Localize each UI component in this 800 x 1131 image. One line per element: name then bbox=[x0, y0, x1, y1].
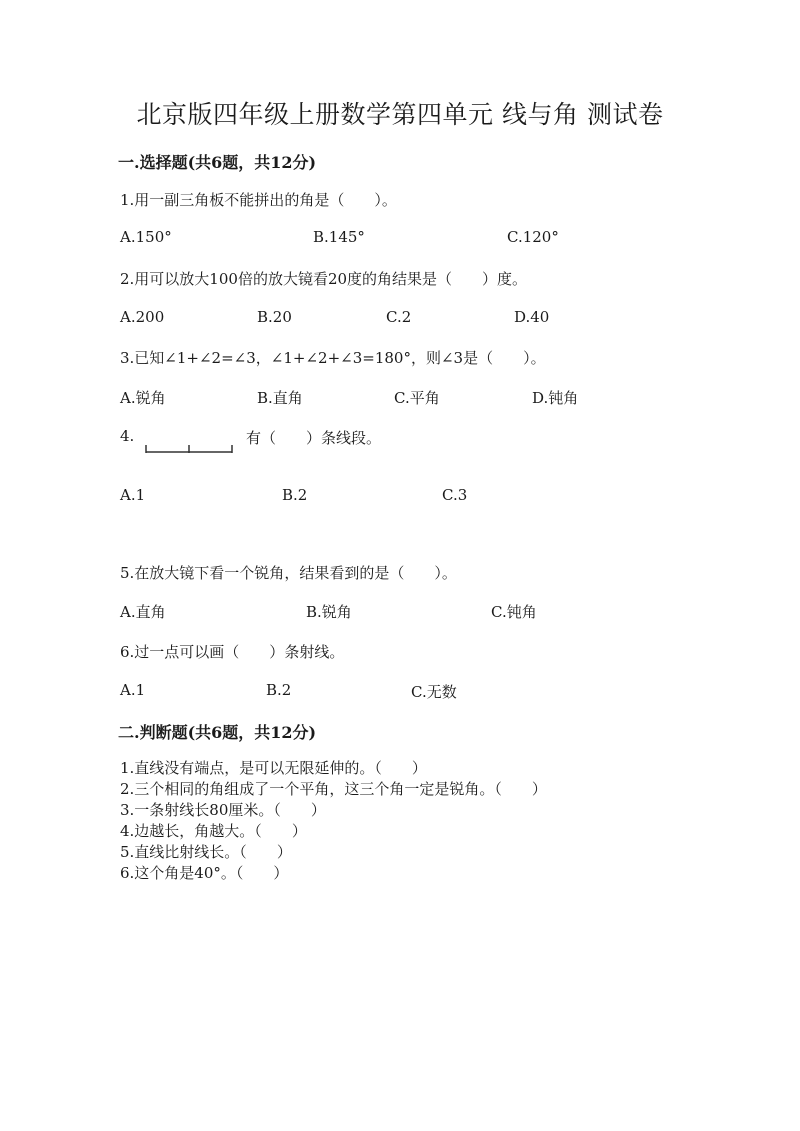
option-b[interactable]: B.直角 bbox=[257, 389, 303, 407]
option-c[interactable]: C.3 bbox=[442, 486, 468, 504]
true-false-list bbox=[120, 758, 547, 884]
question-6: 6.过一点可以画（ ）条射线。 bbox=[120, 643, 345, 661]
true-false-item-3: 3.一条射线长80厘米。（ ） bbox=[120, 801, 326, 819]
page-title: 北京版四年级上册数学第四单元 线与角 测试卷 bbox=[136, 100, 664, 129]
true-false-item-4: 4.边越长，角越大。（ ） bbox=[120, 822, 307, 840]
question-4-number: 4. bbox=[120, 427, 135, 445]
option-b[interactable]: B.20 bbox=[257, 308, 292, 326]
option-a[interactable]: A.1 bbox=[120, 681, 146, 699]
option-b[interactable]: B.145° bbox=[313, 228, 365, 246]
true-false-item-1: 1.直线没有端点，是可以无限延伸的。（ ） bbox=[120, 759, 427, 777]
option-b[interactable]: B.锐角 bbox=[306, 603, 352, 621]
section-heading-true-false: 二.判断题(共6题，共12分) bbox=[118, 723, 317, 742]
option-c[interactable]: C.无数 bbox=[411, 683, 457, 701]
option-a[interactable]: A.1 bbox=[120, 486, 146, 504]
question-2: 2.用可以放大100倍的放大镜看20度的角结果是（ ）度。 bbox=[120, 270, 528, 288]
question-1: 1.用一副三角板不能拼出的角是（ ）。 bbox=[120, 191, 397, 209]
option-d[interactable]: D.40 bbox=[514, 308, 550, 326]
section-heading-choice: 一.选择题(共6题，共12分) bbox=[118, 153, 317, 172]
option-c[interactable]: C.120° bbox=[507, 228, 559, 246]
option-a[interactable]: A.150° bbox=[120, 228, 172, 246]
option-a[interactable]: A.直角 bbox=[120, 603, 166, 621]
question-3: 3.已知∠1+∠2=∠3，∠1+∠2+∠3=180°，则∠3是（ ）。 bbox=[120, 349, 546, 367]
option-d[interactable]: D.钝角 bbox=[532, 389, 579, 407]
option-c[interactable]: C.钝角 bbox=[491, 603, 537, 621]
question-4: 有（ ）条线段。 bbox=[246, 429, 382, 447]
option-c[interactable]: C.平角 bbox=[394, 389, 440, 407]
option-b[interactable]: B.2 bbox=[266, 681, 292, 699]
option-a[interactable]: A.锐角 bbox=[120, 389, 166, 407]
true-false-item-5: 5.直线比射线长。（ ） bbox=[120, 843, 292, 861]
line-segment-figure bbox=[144, 440, 236, 460]
true-false-item-6: 6.这个角是40°。（ ） bbox=[120, 864, 289, 882]
true-false-item-2: 2.三个相同的角组成了一个平角，这三个角一定是锐角。（ ） bbox=[120, 780, 547, 798]
question-5: 5.在放大镜下看一个锐角，结果看到的是（ ）。 bbox=[120, 564, 457, 582]
option-c[interactable]: C.2 bbox=[386, 308, 412, 326]
option-a[interactable]: A.200 bbox=[120, 308, 165, 326]
option-b[interactable]: B.2 bbox=[282, 486, 308, 504]
